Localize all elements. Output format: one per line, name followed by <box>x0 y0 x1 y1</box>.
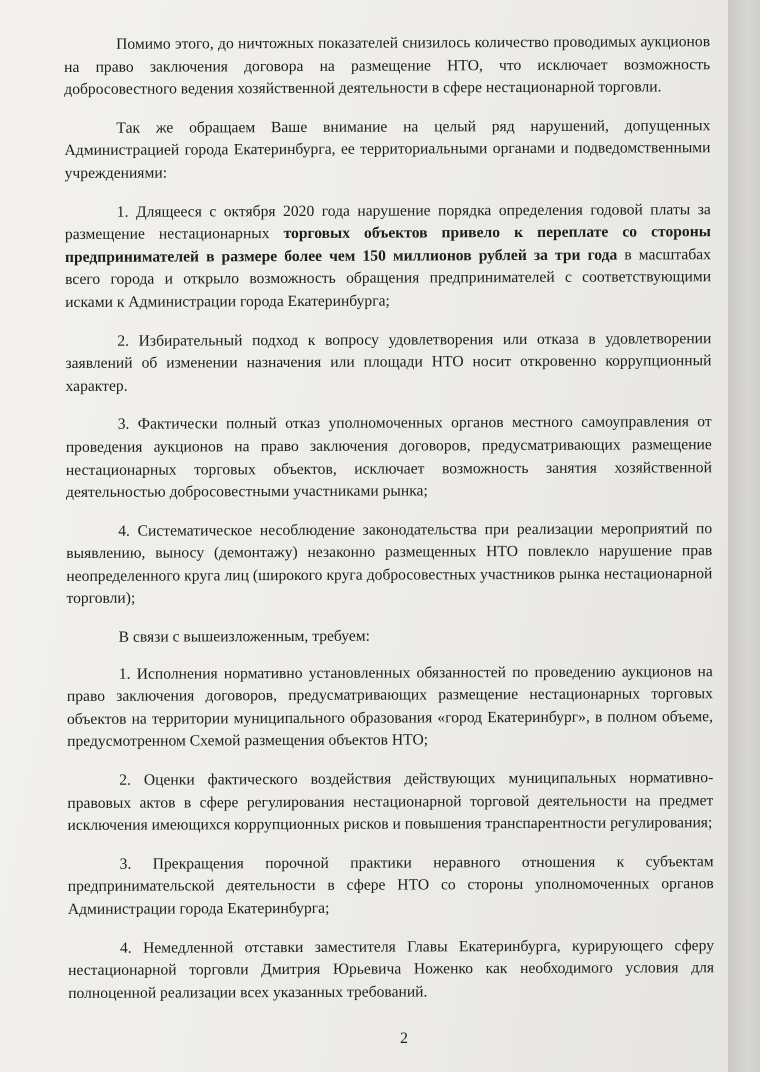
document-body <box>64 31 714 1021</box>
violation-item-1-text-end: в масштабах всего города и открыло возможность обращения предпринимателей с соответствующими исками к Администрации города Екатеринбурга; <box>65 245 712 311</box>
violation-item-2: 2. Избирательный подход к вопросу удовлетворения или отказа в удовлетворении заявлений об изменении назначения или площади НТО носит откровенно коррупционный характер. <box>65 329 712 395</box>
violation-item-1-emphasis: торговых объектов привело к переплате со стороны предпринимателей в размере более чем 150 миллионов рублей за три года <box>64 223 711 266</box>
page-number: 2 <box>400 1030 408 1047</box>
paragraph-violations-intro: Так же обращаем Ваше внимание на целый ряд нарушений, допущенных Администрацией города Екатеринбурга, ее территориальными органами и подведомственными учреждениями: <box>64 116 711 182</box>
violation-item-4: 4. Систематическое несоблюдение законодательства при реализации мероприятий по выявлению, выносу (демонтажу) незаконно размещенных НТО повлекло нарушение прав неопределенного круга лиц (широкого круга добросовестных участников рынка нестационарной торговли); <box>66 519 713 608</box>
background-surface <box>728 0 760 1072</box>
demand-item-1: 1. Исполнения нормативно установленных обязанностей по проведению аукционов на право заключения договоров, предусматривающих размещение нестационарных торговых объектов на территории муниципального образования «город Екатеринбург», в полном объеме, предусмотренном Схемой размещения объектов НТО; <box>66 662 714 751</box>
demand-item-2: 2. Оценки фактического воздействия действующих муниципальных нормативно-правовых актов в сфере регулирования нестационарной торговой деятельности на предмет исключения имеющихся коррупционных рисков и повышения транспарентности регулирования; <box>67 769 714 835</box>
demand-item-4: 4. Немедленной отставки заместителя Главы Екатеринбурга, курирующего сферу нестационарной торговли Дмитрия Юрьевича Ноженко как необходимого условия для полноценной реализации всех указанных требований. <box>68 936 715 1002</box>
paragraph-auctions-decline: Помимо этого, до ничтожных показателей снизилось количество проводимых аукционов на право заключения договора на размещение НТО, что исключает возможность добросовестного ведения хозяйственной деятельности в сфере нестационарной торговли. <box>64 33 711 99</box>
violation-item-1-text-start: 1. Длящееся с октября 2020 года нарушение порядка определения годовой платы за размещение нестационарных <box>64 200 711 244</box>
violation-item-3: 3. Фактически полный отказ уполномоченных органов местного самоуправления от проведения аукционов на право заключения договоров, предусматривающих размещение нестационарных торговых объектов, исключает возможность занятия хозяйственной деятельностью добросовестными участниками рынка; <box>65 413 712 502</box>
demand-item-3: 3. Прекращения порочной практики неравного отношения к субъектам предпринимательской деятельности в сфере НТО со стороны уполномоченных органов Администрации города Екатеринбурга; <box>67 852 714 918</box>
violation-item-1 <box>65 199 711 315</box>
demands-intro: В связи с вышеизложенным, требуем: <box>118 627 371 646</box>
